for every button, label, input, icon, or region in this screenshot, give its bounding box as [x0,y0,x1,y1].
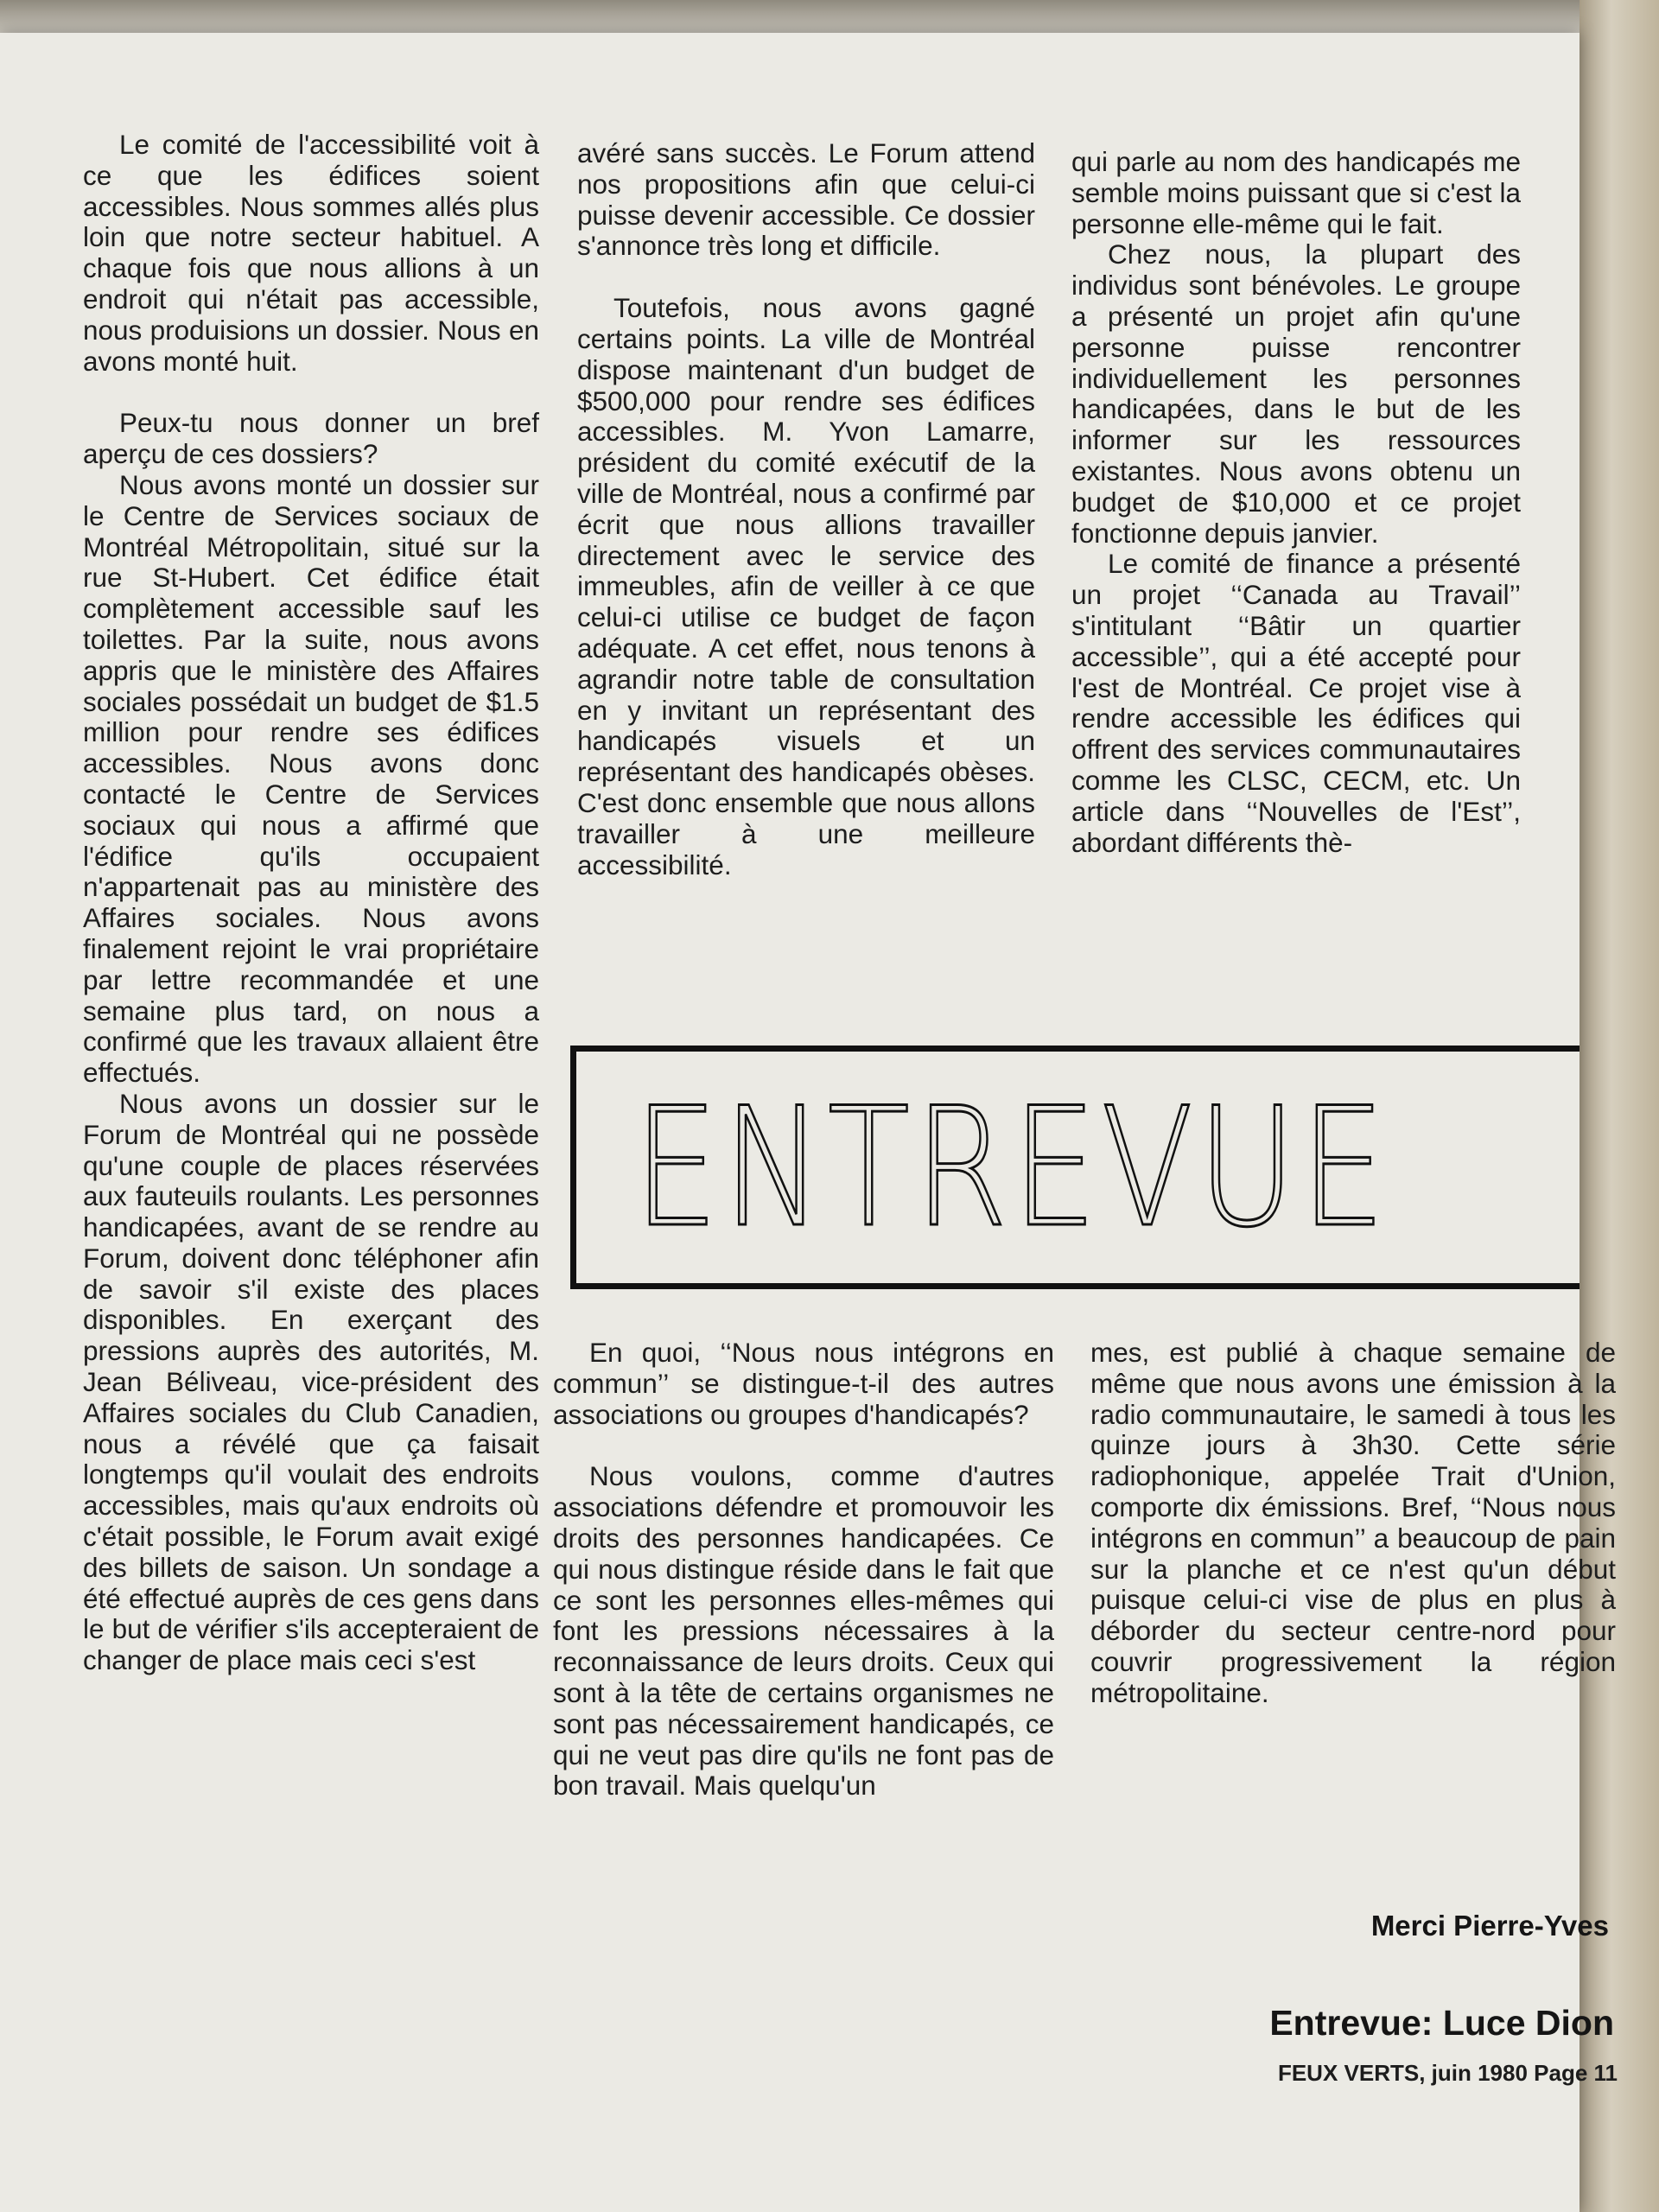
page-folio: FEUX VERTS, juin 1980 Page 11 [1277,2060,1618,2086]
paragraph: Nous avons monté un dossier sur le Centre de Services sociaux de Montréal Métropolitain, situé sur la rue St-Hubert. Cet édifice était complètement accessible sauf les toilettes. Par la suite, nous avons appris que le ministère des Affaires sociales possédait un budget de $1.5 million pour rendre ses édifices accessibles. Nous avons donc contacté le Centre de Services sociaux qui nous a affirmé que l'édifice qu'ils occupaient n'appartenait pas au ministère des Affaires sociales. Nous avons finalement rejoint le vrai propriétaire par lettre recommandée et une semaine plus tard, on nous a confirmé que les travaux allaient être effectués. [83,468,539,1089]
section-heading: ENTREVUE [633,1072,1390,1263]
paragraph: Nous avons un dossier sur le Forum de Montréal qui ne possède qu'une couple de places réservées aux fauteuils roulants. Les personnes handicapées, avant de se rendre au Forum, doivent donc téléphoner afin de savoir s'il existe des places disponibles. En exerçant des pressions auprès des autorités, M. Jean Béliveau, vice-président des Affaires sociales du Club Canadien, nous a révélé que ça faisait longtemps qu'il voulait des endroits accessibles, mais qu'aux endroits où c'était possible, le Forum avait exigé des billets de saison. Un sondage a été effectué auprès de ces gens dans le but de vérifier s'ils accepteraient de changer de place mais ceci s'est [83,1087,539,1676]
thanks-line: Merci Pierre-Yves [1370,1910,1609,1942]
paragraph: Nous voulons, comme d'autres associations défendre et promouvoir les droits des personnes handicapées. Ce qui nous distingue réside dans le fait que ce sont les personnes elles-mêmes qui font les pressions nécessaires à la reconnaissance de leurs droits. Ceux qui sont à la tête de certains organismes ne sont pas nécessairement handicapés, ce qui ne veut pas dire qu'ils ne font pas de bon travail. Mais quelqu'un [553,1460,1054,1802]
paragraph: Chez nous, la plupart des individus sont bénévoles. Le groupe a présenté un projet afin qu'une personne puisse rencontrer individuellement les personnes handicapées, dans le but de les informer sur les ressources existantes. Nous avons obtenu un budget de $10,000 et ce projet fonctionne depuis janvier. [1071,238,1521,549]
paragraph: mes, est publié à chaque semaine de même que nous avons une émission à la radio communautaire, le samedi à tous les quinze jours à 3h30. Cette série radiophonique, appelée Trait d'Union, comporte dix émissions. Bref, ‘‘Nous nous intégrons en commun’’ a beaucoup de pain sur la planche et ce n'est qu'un début puisque celui-ci vise de plus en plus à déborder du secteur centre-nord pour couvrir progressivement la région métropolitaine. [1090,1337,1616,1708]
column-3 [1071,147,1521,858]
column-2 [577,138,1035,880]
page-stack-edge [1580,0,1659,2212]
paragraph: Le comité de l'accessibilité voit à ce que les édifices soient accessibles. Nous sommes allés plus loin que notre secteur habituel. A chaque fois que nous allions à un endroit qui n'était pas accessible, nous produisions un dossier. Nous en avons monté huit. [83,129,539,377]
byline: Entrevue: Luce Dion [1269,2003,1614,2043]
paragraph: Le comité de finance a présenté un projet ‘‘Canada au Travail’’ s'intitulant ‘‘Bâtir un quartier accessible’’, qui a été accepté pour l'est de Montréal. Ce projet vise à rendre accessible les édifices qui offrent des services communautaires comme les CLSC, CECM, etc. Un article dans ‘‘Nouvelles de l'Est’’, abordant différents thè- [1071,548,1521,858]
interview-question: En quoi, ‘‘Nous nous intégrons en commun’’ se distingue-t-il des autres associations ou groupes d'handicapés? [553,1337,1054,1430]
section-heading-box [570,1046,1580,1289]
background-surface [0,0,1659,33]
paragraph: qui parle au nom des handicapés me semble moins puissant que si c'est la personne elle-même qui le fait. [1071,146,1521,239]
interview-question: Peux-tu nous donner un bref aperçu de ces dossiers? [83,407,539,470]
paragraph: avéré sans succès. Le Forum attend nos propositions afin que celui-ci puisse devenir accessible. Ce dossier s'annonce très long et difficile. [577,137,1035,262]
column-4 [553,1338,1054,1802]
column-1 [83,130,539,1676]
paragraph: Toutefois, nous avons gagné certains points. La ville de Montréal dispose maintenant d'un budget de $500,000 pour rendre ses édifices accessibles. M. Yvon Lamarre, président du comité exécutif de la ville de Montréal, nous a confirmé par écrit que nous allions travailler directement avec le service des immeubles, afin de veiller à ce que celui-ci utilise ce budget de façon adéquate. A cet effet, nous tenons à agrandir notre table de consultation en y invitant un représentant des handicapés visuels et un représentant des handicapés obèses. C'est donc ensemble que nous allons travailler à une meilleure accessibilité. [577,292,1035,880]
column-5 [1090,1338,1616,1709]
